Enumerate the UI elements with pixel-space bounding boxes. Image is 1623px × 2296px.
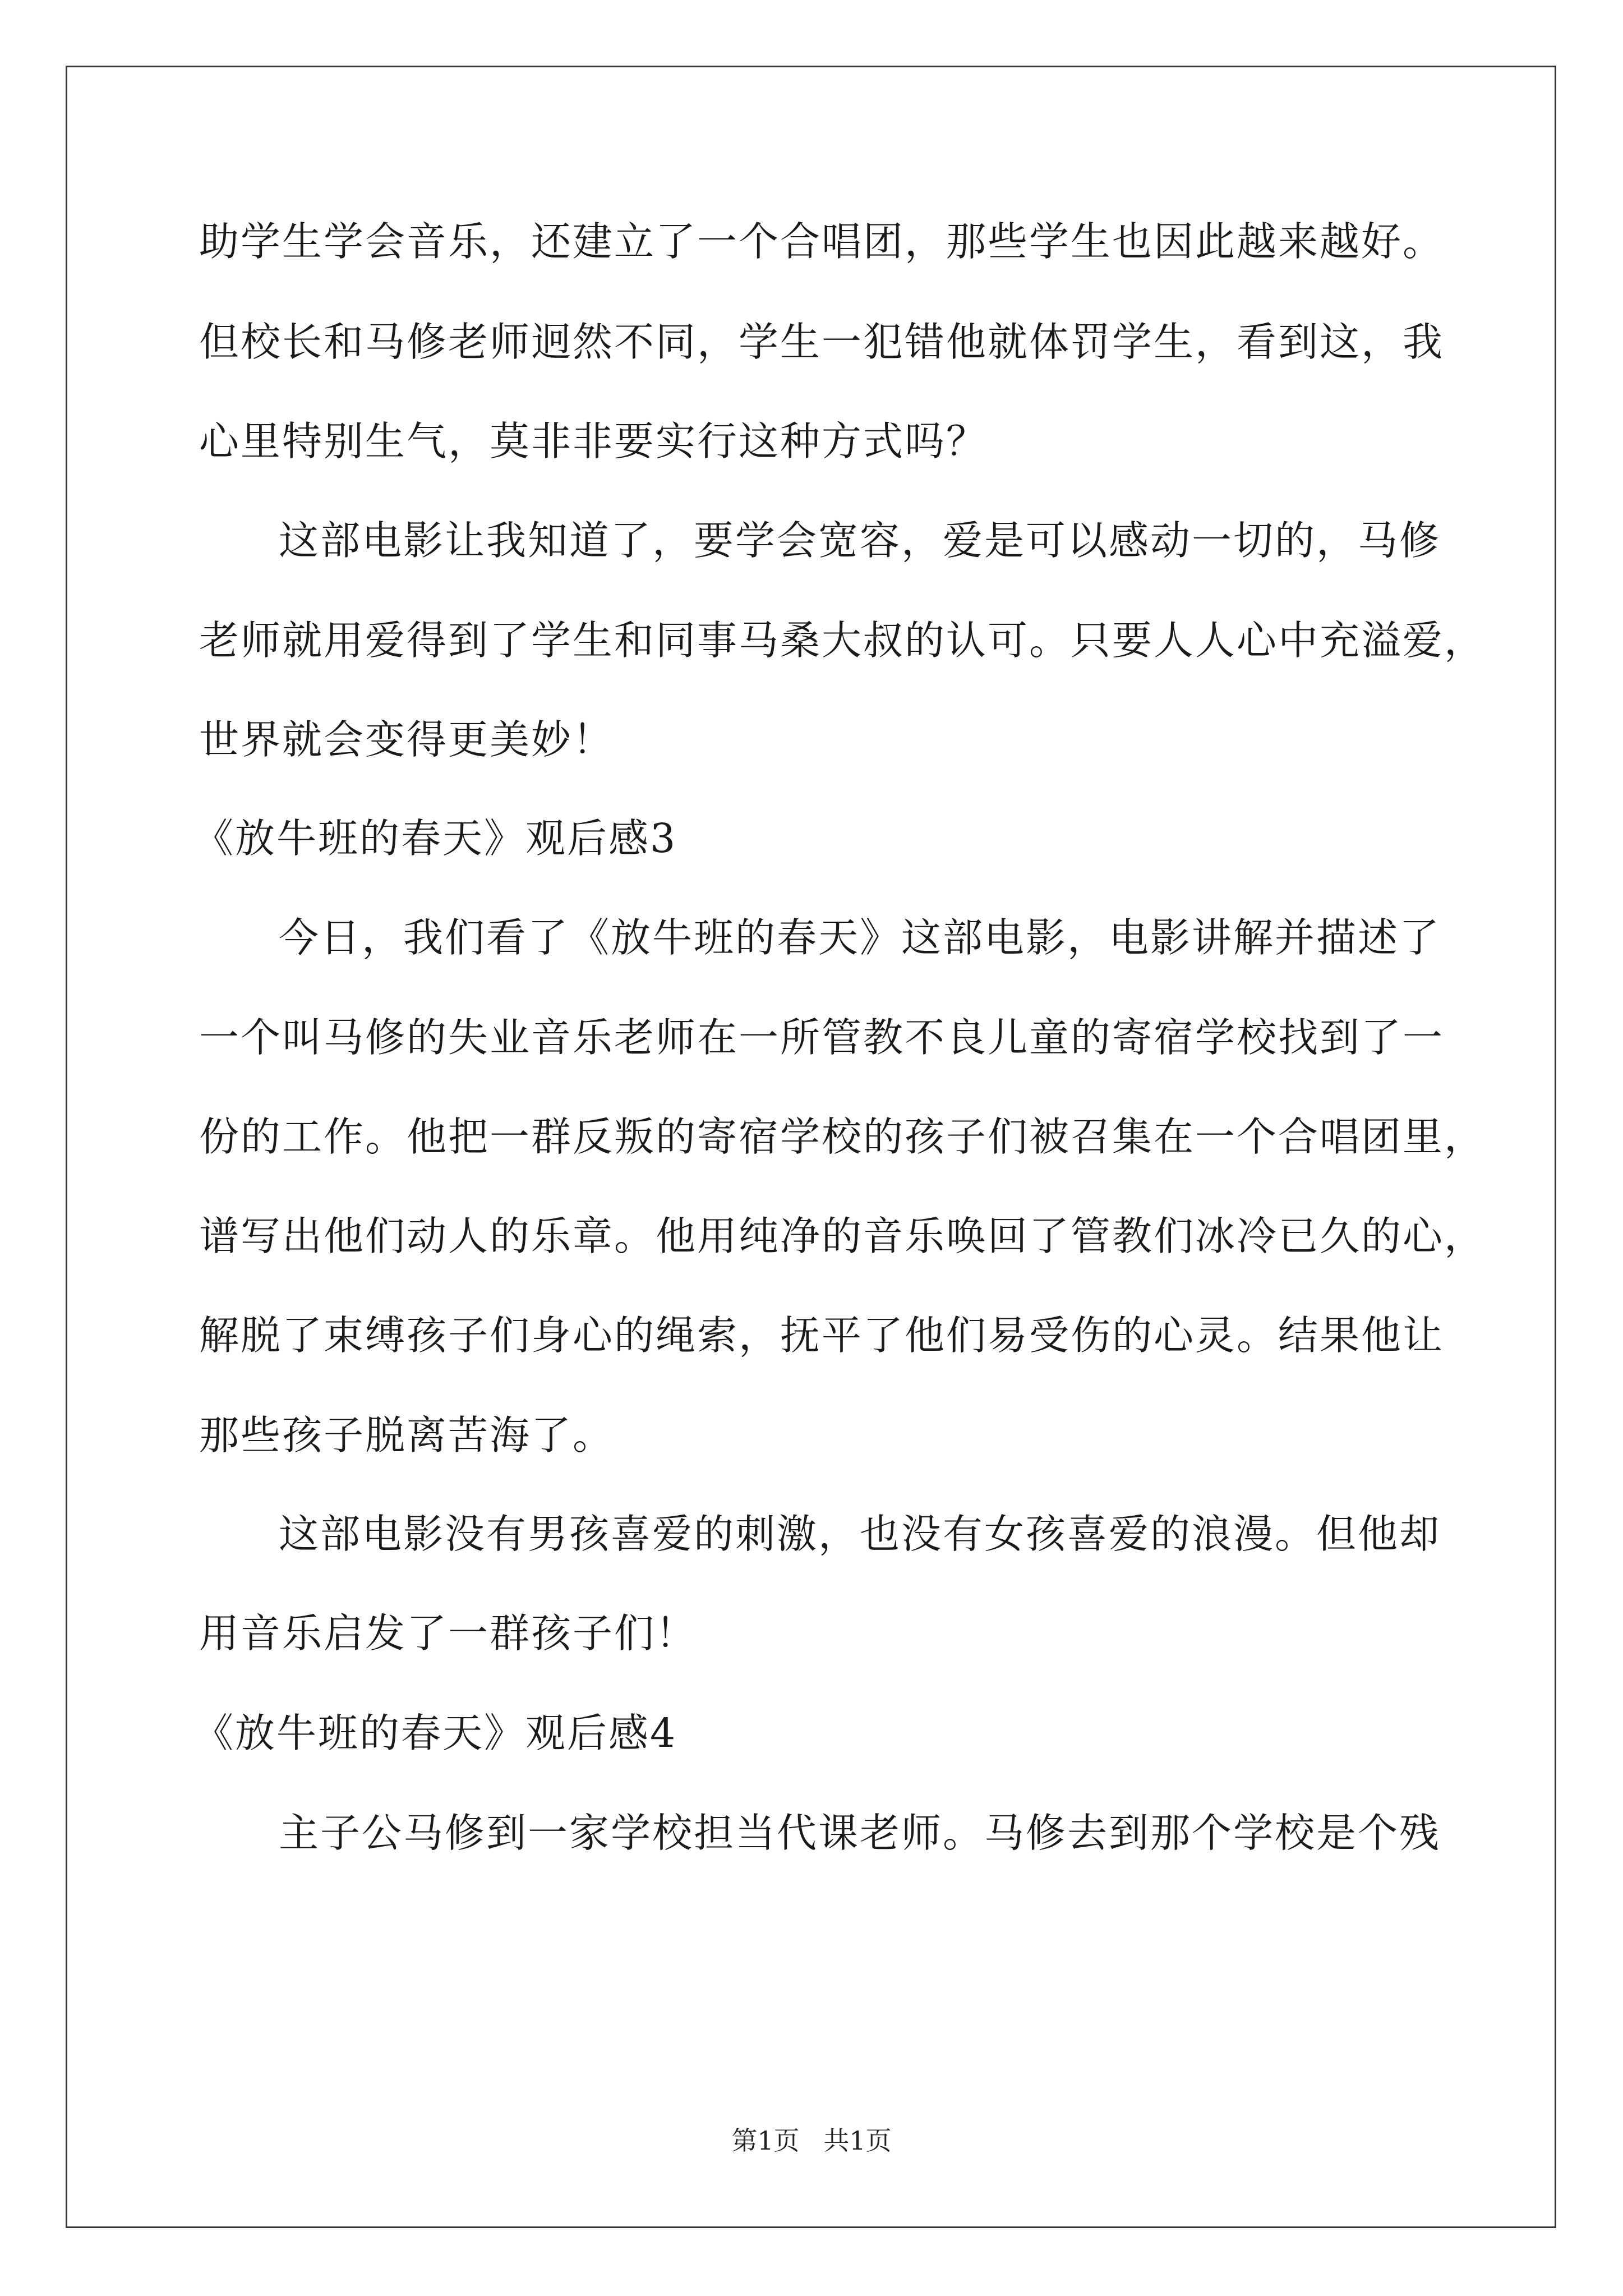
paragraph-line: 今日，我们看了《放牛班的春天》这部电影，电影讲解并描述了 <box>279 914 1441 961</box>
paragraph-line: 主子公马修到一家学校担当代课老师。马修去到那个学校是个残 <box>279 1810 1441 1856</box>
paragraph-line: 心里特别生气，莫非非要实行这种方式吗？ <box>199 418 988 464</box>
paragraph-line: 世界就会变得更美妙！ <box>199 716 615 763</box>
paragraph-line: 份的工作。他把一群反叛的寄宿学校的孩子们被召集在一个合唱团里， <box>199 1114 1486 1160</box>
paragraph-line: 谱写出他们动人的乐章。他用纯净的音乐唤回了管教们冰冷已久的心， <box>199 1213 1486 1259</box>
paragraph-line: 用音乐启发了一群孩子们！ <box>199 1610 698 1657</box>
page-footer <box>0 2120 1623 2157</box>
paragraph-line: 这部电影没有男孩喜爱的刺激，也没有女孩喜爱的浪漫。但他却 <box>279 1511 1441 1557</box>
paragraph-line: 解脱了束缚孩子们身心的绳索，抚平了他们易受伤的心灵。结果他让 <box>199 1312 1445 1359</box>
paragraph-line: 老师就用爱得到了学生和同事马桑大叔的认可。只要人人心中充溢爱， <box>199 617 1486 664</box>
paragraph-line: 那些孩子脱离苦海了。 <box>199 1412 615 1458</box>
page-total: 共1页 <box>823 2125 892 2156</box>
paragraph-line: 一个叫马修的失业音乐老师在一所管教不良儿童的寄宿学校找到了一 <box>199 1014 1445 1061</box>
paragraph-line: 但校长和马修老师迥然不同，学生一犯错他就体罚学生，看到这，我 <box>199 319 1445 365</box>
paragraph-line: 这部电影让我知道了，要学会宽容，爱是可以感动一切的，马修 <box>279 517 1441 564</box>
paragraph-line: 助学生学会音乐，还建立了一个合唱团，那些学生也因此越来越好。 <box>199 218 1445 265</box>
section-heading: 《放牛班的春天》观后感3 <box>193 815 677 862</box>
page-number: 第1页 <box>731 2125 800 2156</box>
section-heading: 《放牛班的春天》观后感4 <box>193 1710 677 1756</box>
